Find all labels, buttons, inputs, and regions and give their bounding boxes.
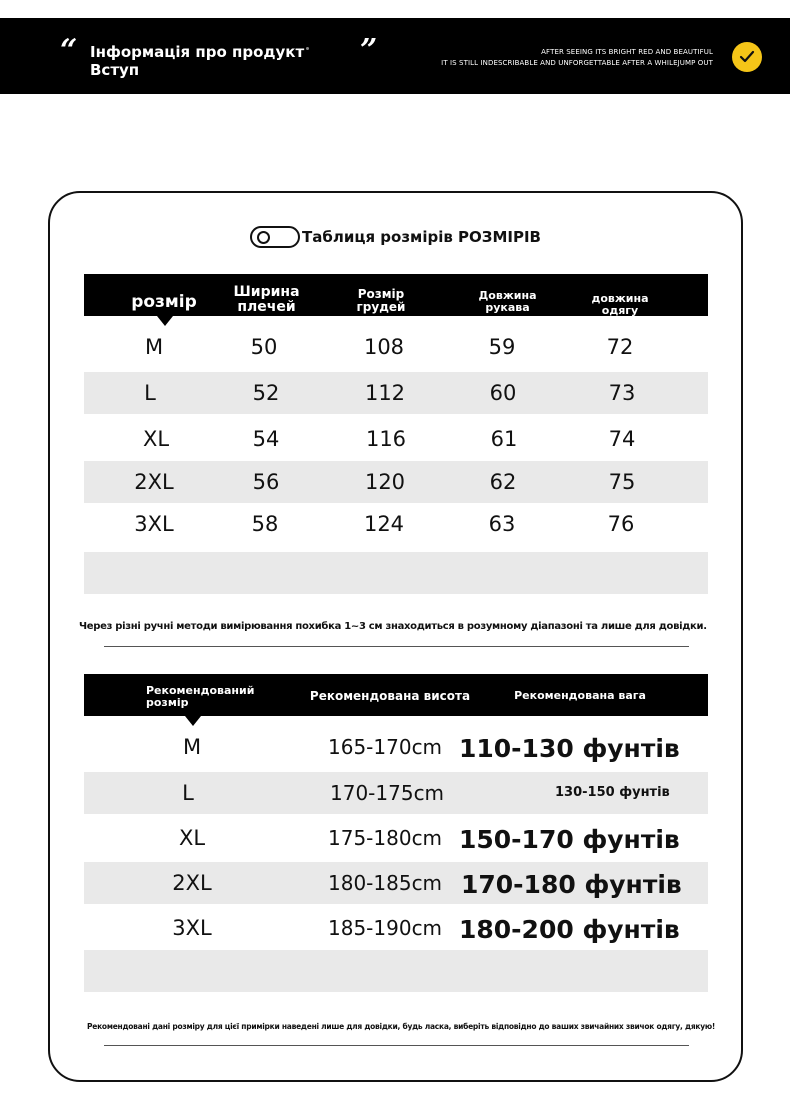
- table-row: [84, 862, 708, 904]
- header-rec-size: Рекомендований розмір: [146, 684, 255, 709]
- empty-table-row: [84, 552, 708, 594]
- header-rec-height: Рекомендована висота: [309, 689, 471, 703]
- cell-shoulder: 52: [252, 381, 280, 405]
- cell-rec-weight: 130-150 фунтів: [555, 785, 670, 800]
- cell-shoulder: 56: [252, 470, 280, 494]
- banner-english-line1: AFTER SEEING ITS BRIGHT RED AND BEAUTIFUL: [541, 48, 713, 56]
- cell-size: 3XL: [134, 512, 174, 536]
- cell-length: 76: [607, 512, 635, 536]
- table-row: [84, 503, 708, 545]
- size-table-header: [84, 274, 708, 316]
- header-pointer: [157, 316, 173, 326]
- cell-chest: 116: [365, 427, 407, 451]
- cell-length: 72: [606, 335, 634, 359]
- cell-length: 74: [608, 427, 636, 451]
- cell-length: 75: [608, 470, 636, 494]
- cell-rec-size: L: [182, 781, 194, 805]
- cell-size: M: [144, 335, 164, 359]
- cell-rec-height: 185-190cm: [328, 916, 443, 940]
- table-row: [84, 817, 708, 859]
- header-size: розмір: [131, 292, 197, 312]
- table-row: [84, 907, 708, 949]
- banner-title-line2: Вступ: [90, 61, 140, 79]
- cell-rec-height: 180-185cm: [328, 871, 443, 895]
- cell-sleeve: 63: [488, 512, 516, 536]
- cell-size: XL: [142, 427, 170, 451]
- cell-rec-size: XL: [178, 826, 206, 850]
- cell-sleeve: 61: [490, 427, 518, 451]
- header-sleeve: Довжина рукава: [478, 289, 537, 314]
- table-row: [84, 461, 708, 503]
- divider: [104, 646, 689, 647]
- cell-size: L: [144, 381, 156, 405]
- cell-shoulder: 54: [252, 427, 280, 451]
- header-length: довжина одягу: [591, 292, 649, 317]
- cell-sleeve: 59: [488, 335, 516, 359]
- open-quote-icon: “: [60, 33, 78, 68]
- cell-shoulder: 58: [251, 512, 279, 536]
- measurement-note: Через різні ручні методи вимірювання похибка 1~3 см знаходиться в розумному діапазоні та лише для довідки.: [79, 621, 707, 632]
- cell-rec-weight: 170-180 фунтів: [461, 870, 682, 899]
- cell-chest: 120: [364, 470, 406, 494]
- banner-title: [90, 43, 304, 79]
- header-rec-weight: Рекомендована вага: [514, 689, 646, 702]
- header-shoulder: Ширина плечей: [233, 284, 300, 315]
- toggle-pill-icon: [250, 226, 300, 248]
- cell-chest: 108: [363, 335, 405, 359]
- cell-rec-height: 170-175cm: [330, 781, 445, 805]
- banner-english-line2: IT IS STILL INDESCRIBABLE AND UNFORGETTABLE AFTER A WHILEJUMP OUT: [441, 59, 713, 67]
- size-table-title: [250, 226, 541, 248]
- cell-rec-height: 165-170cm: [328, 735, 443, 759]
- check-icon: [732, 42, 762, 72]
- cell-length: 73: [608, 381, 636, 405]
- cell-rec-size: 2XL: [172, 871, 212, 895]
- recommend-note: Рекомендовані дані розміру для цієї примірки наведені лише для довідки, будь ласка, виберіть відповідно до ваших звичайних звичок одягу, дякую!: [87, 1022, 716, 1031]
- cell-rec-height: 175-180cm: [328, 826, 443, 850]
- empty-table-row: [84, 950, 708, 992]
- cell-rec-weight: 180-200 фунтів: [459, 915, 680, 944]
- table-row: [84, 326, 708, 368]
- header-chest: Розмір грудей: [356, 287, 406, 314]
- table-row: [84, 372, 708, 414]
- cell-shoulder: 50: [250, 335, 278, 359]
- size-table-title-text: Таблиця розмірів РОЗМІРІВ: [302, 228, 541, 246]
- cell-size: 2XL: [134, 470, 174, 494]
- divider: [104, 1045, 689, 1046]
- recommend-table-header: [84, 674, 708, 716]
- banner-english-text: [441, 47, 713, 69]
- table-row: [84, 418, 708, 460]
- cell-chest: 112: [364, 381, 406, 405]
- table-row: [84, 726, 708, 768]
- decorative-dot: [306, 47, 309, 50]
- close-quote-icon: ”: [360, 33, 378, 68]
- header-pointer: [185, 716, 201, 726]
- cell-chest: 124: [363, 512, 405, 536]
- cell-rec-weight: 150-170 фунтів: [459, 825, 680, 854]
- cell-sleeve: 60: [489, 381, 517, 405]
- cell-rec-size: 3XL: [172, 916, 212, 940]
- cell-rec-size: M: [182, 735, 202, 759]
- cell-rec-weight: 110-130 фунтів: [459, 734, 680, 763]
- cell-sleeve: 62: [489, 470, 517, 494]
- banner-title-line1: Інформація про продукт: [90, 43, 305, 61]
- table-row: [84, 772, 708, 814]
